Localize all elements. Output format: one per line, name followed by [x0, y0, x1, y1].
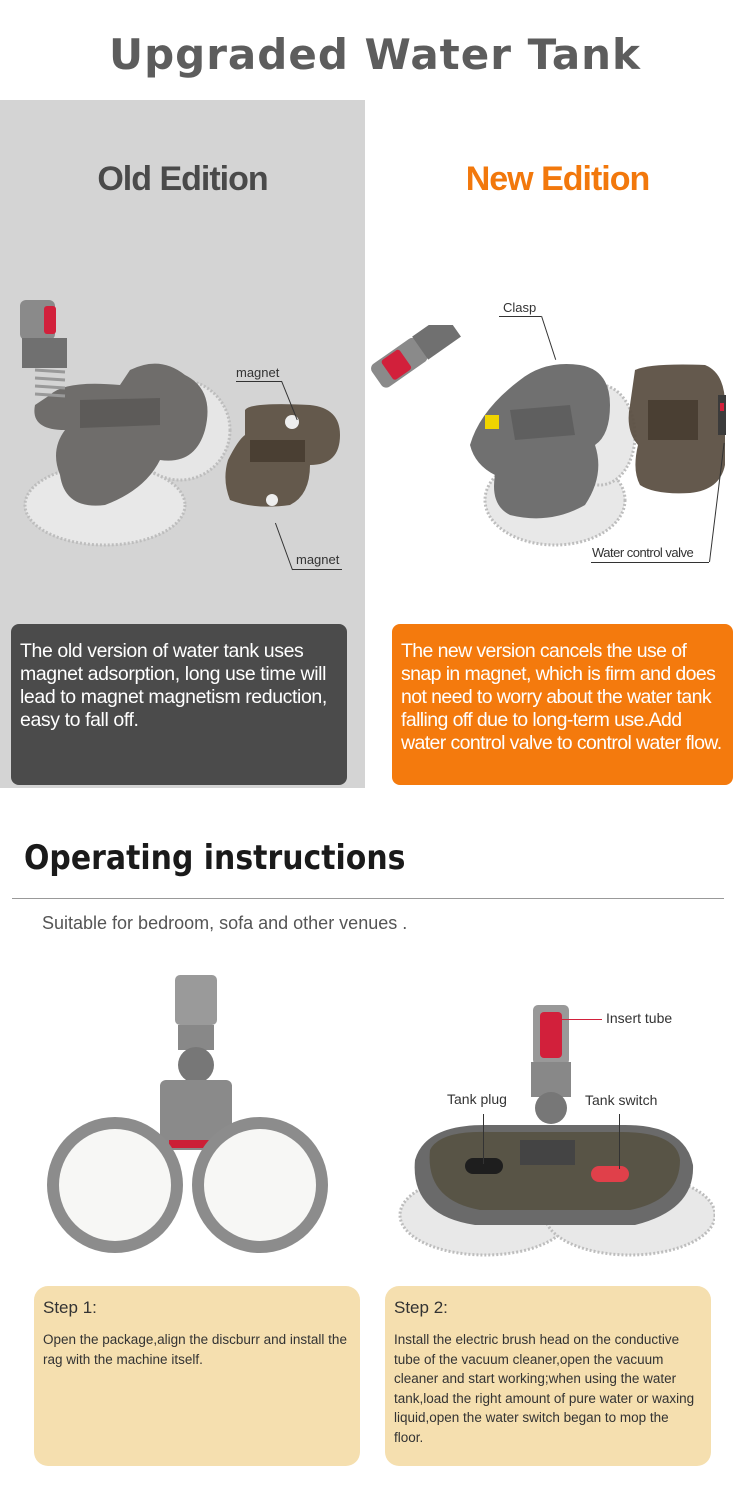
magnet-top-label: magnet	[236, 365, 280, 380]
step1-mop-photo	[45, 975, 335, 1275]
magnet-bottom-label: magnet	[296, 552, 340, 567]
insert-tube-label: Insert tube	[606, 1010, 673, 1026]
valve-line	[591, 562, 709, 563]
magnet-bottom-line	[292, 569, 342, 570]
step2-body: Install the electric brush head on the conductive tube of the vacuum cleaner,open the vacuum cleaner and start working;when using the water tank,load the right amount of pure water or waxing liquid,open the water switch began to mop the floor.	[394, 1332, 695, 1445]
valve-label: Water control valve	[592, 545, 694, 560]
page-title: Upgraded Water Tank	[108, 30, 641, 79]
clasp-label: Clasp	[503, 300, 537, 315]
step2-title: Step 2:	[394, 1298, 448, 1317]
divider	[12, 898, 724, 899]
old-edition-description: The old version of water tank uses magnet adsorption, long use time will lead to magnet magnetism reduction, easy to fall off.	[11, 624, 347, 785]
old-mop-head-photo	[10, 290, 360, 560]
tank-plug-label: Tank plug	[447, 1091, 507, 1107]
instructions-title: Operating instructions	[24, 838, 406, 878]
old-edition-heading: Old Edition	[97, 160, 268, 198]
insert-tube-line	[560, 1019, 602, 1020]
new-edition-panel	[365, 100, 750, 788]
instructions-subtitle: Suitable for bedroom, sofa and other venues .	[42, 913, 408, 933]
step1-title: Step 1:	[43, 1298, 97, 1317]
new-edition-description: The new version cancels the use of snap in magnet, which is firm and does not need to worry about the water tank falling off due to long-term use.Add water control valve to control water flow.	[392, 624, 733, 785]
tank-plug-line	[483, 1114, 484, 1164]
tank-switch-line	[619, 1114, 620, 1169]
tank-switch-label: Tank switch	[585, 1092, 658, 1108]
old-edition-panel	[0, 100, 365, 788]
step2-card	[385, 1286, 711, 1466]
new-edition-heading: New Edition	[465, 160, 650, 198]
new-mop-head-photo	[370, 325, 745, 555]
step2-mop-photo	[395, 1000, 715, 1265]
magnet-top-line	[236, 381, 282, 382]
step1-body: Open the package,align the discburr and install the rag with the machine itself.	[43, 1332, 347, 1367]
clasp-line	[499, 316, 541, 317]
step1-card	[34, 1286, 360, 1466]
